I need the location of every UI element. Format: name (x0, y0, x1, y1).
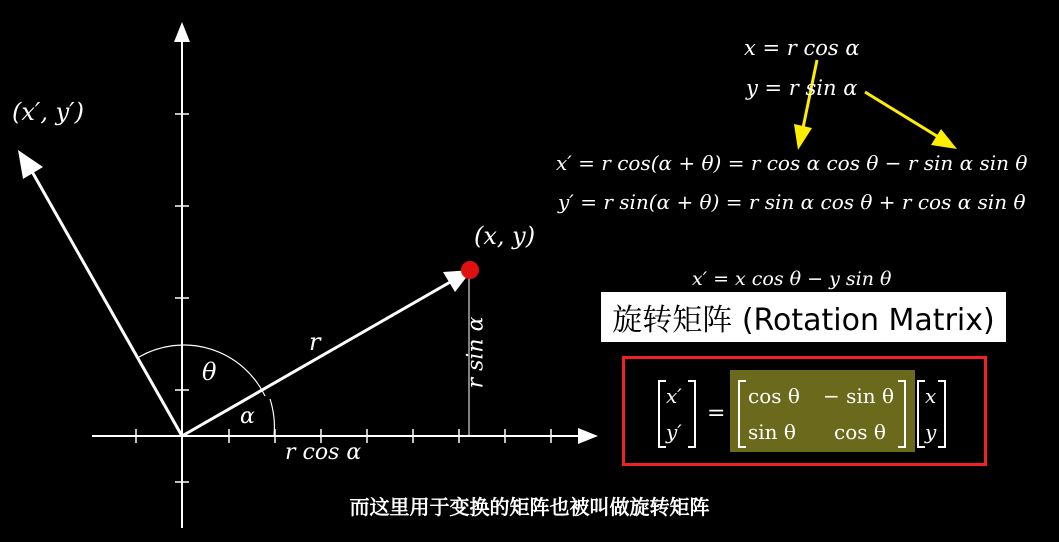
lhs-right-bracket (688, 380, 696, 448)
point-xy (461, 261, 479, 279)
rotated-vector-arrowhead (18, 150, 43, 179)
rhs-right-bracket (938, 380, 946, 448)
rotated-point-label: (x′, y′) (12, 98, 84, 126)
matrix-r12: − sin θ (823, 384, 895, 408)
rot-right-bracket (898, 380, 906, 448)
y-axis (174, 22, 190, 528)
rhs-top: x (925, 384, 937, 408)
pointer-arrow-2 (865, 92, 957, 149)
rot-left-bracket (738, 380, 746, 448)
matrix-equals: = (707, 401, 726, 426)
subtitle-caption: 而这里用于变换的矩阵也被叫做旋转矩阵 (349, 495, 710, 519)
title-text: 旋转矩阵 (Rotation Matrix) (612, 303, 995, 338)
xprime-simplified: x′ = x cos θ − y sin θ (692, 268, 892, 290)
yprime-expansion: y′ = r sin(α + θ) = r sin α cos θ + r cos α sin θ (558, 190, 1026, 214)
rhs-left-bracket (917, 380, 925, 448)
theta-label: θ (202, 358, 217, 386)
rsin-label: r sin α (463, 316, 489, 389)
matrix-r11: cos θ (748, 384, 800, 408)
xprime-expansion: x′ = r cos(α + θ) = r cos α cos θ − r sin α sin θ (556, 151, 1028, 175)
title-banner (601, 292, 1006, 342)
alpha-label: α (240, 404, 255, 429)
rhs-bottom: y (925, 420, 937, 444)
lhs-top: x′ (666, 384, 682, 408)
r-vector (182, 281, 452, 436)
lhs-bottom: y′ (666, 420, 682, 444)
r-label: r (309, 328, 321, 356)
rcos-label: r cos α (285, 440, 362, 465)
y-definition: y = r sin α (746, 76, 858, 100)
point-label: (x, y) (474, 222, 536, 250)
pointer-arrow-1 (794, 60, 817, 150)
rotated-vector (30, 168, 182, 436)
alpha-arc (270, 399, 274, 436)
lhs-left-bracket (658, 380, 666, 448)
matrix-r22: cos θ (834, 420, 886, 444)
x-definition: x = r cos α (744, 36, 860, 60)
matrix-r21: sin θ (748, 420, 796, 444)
